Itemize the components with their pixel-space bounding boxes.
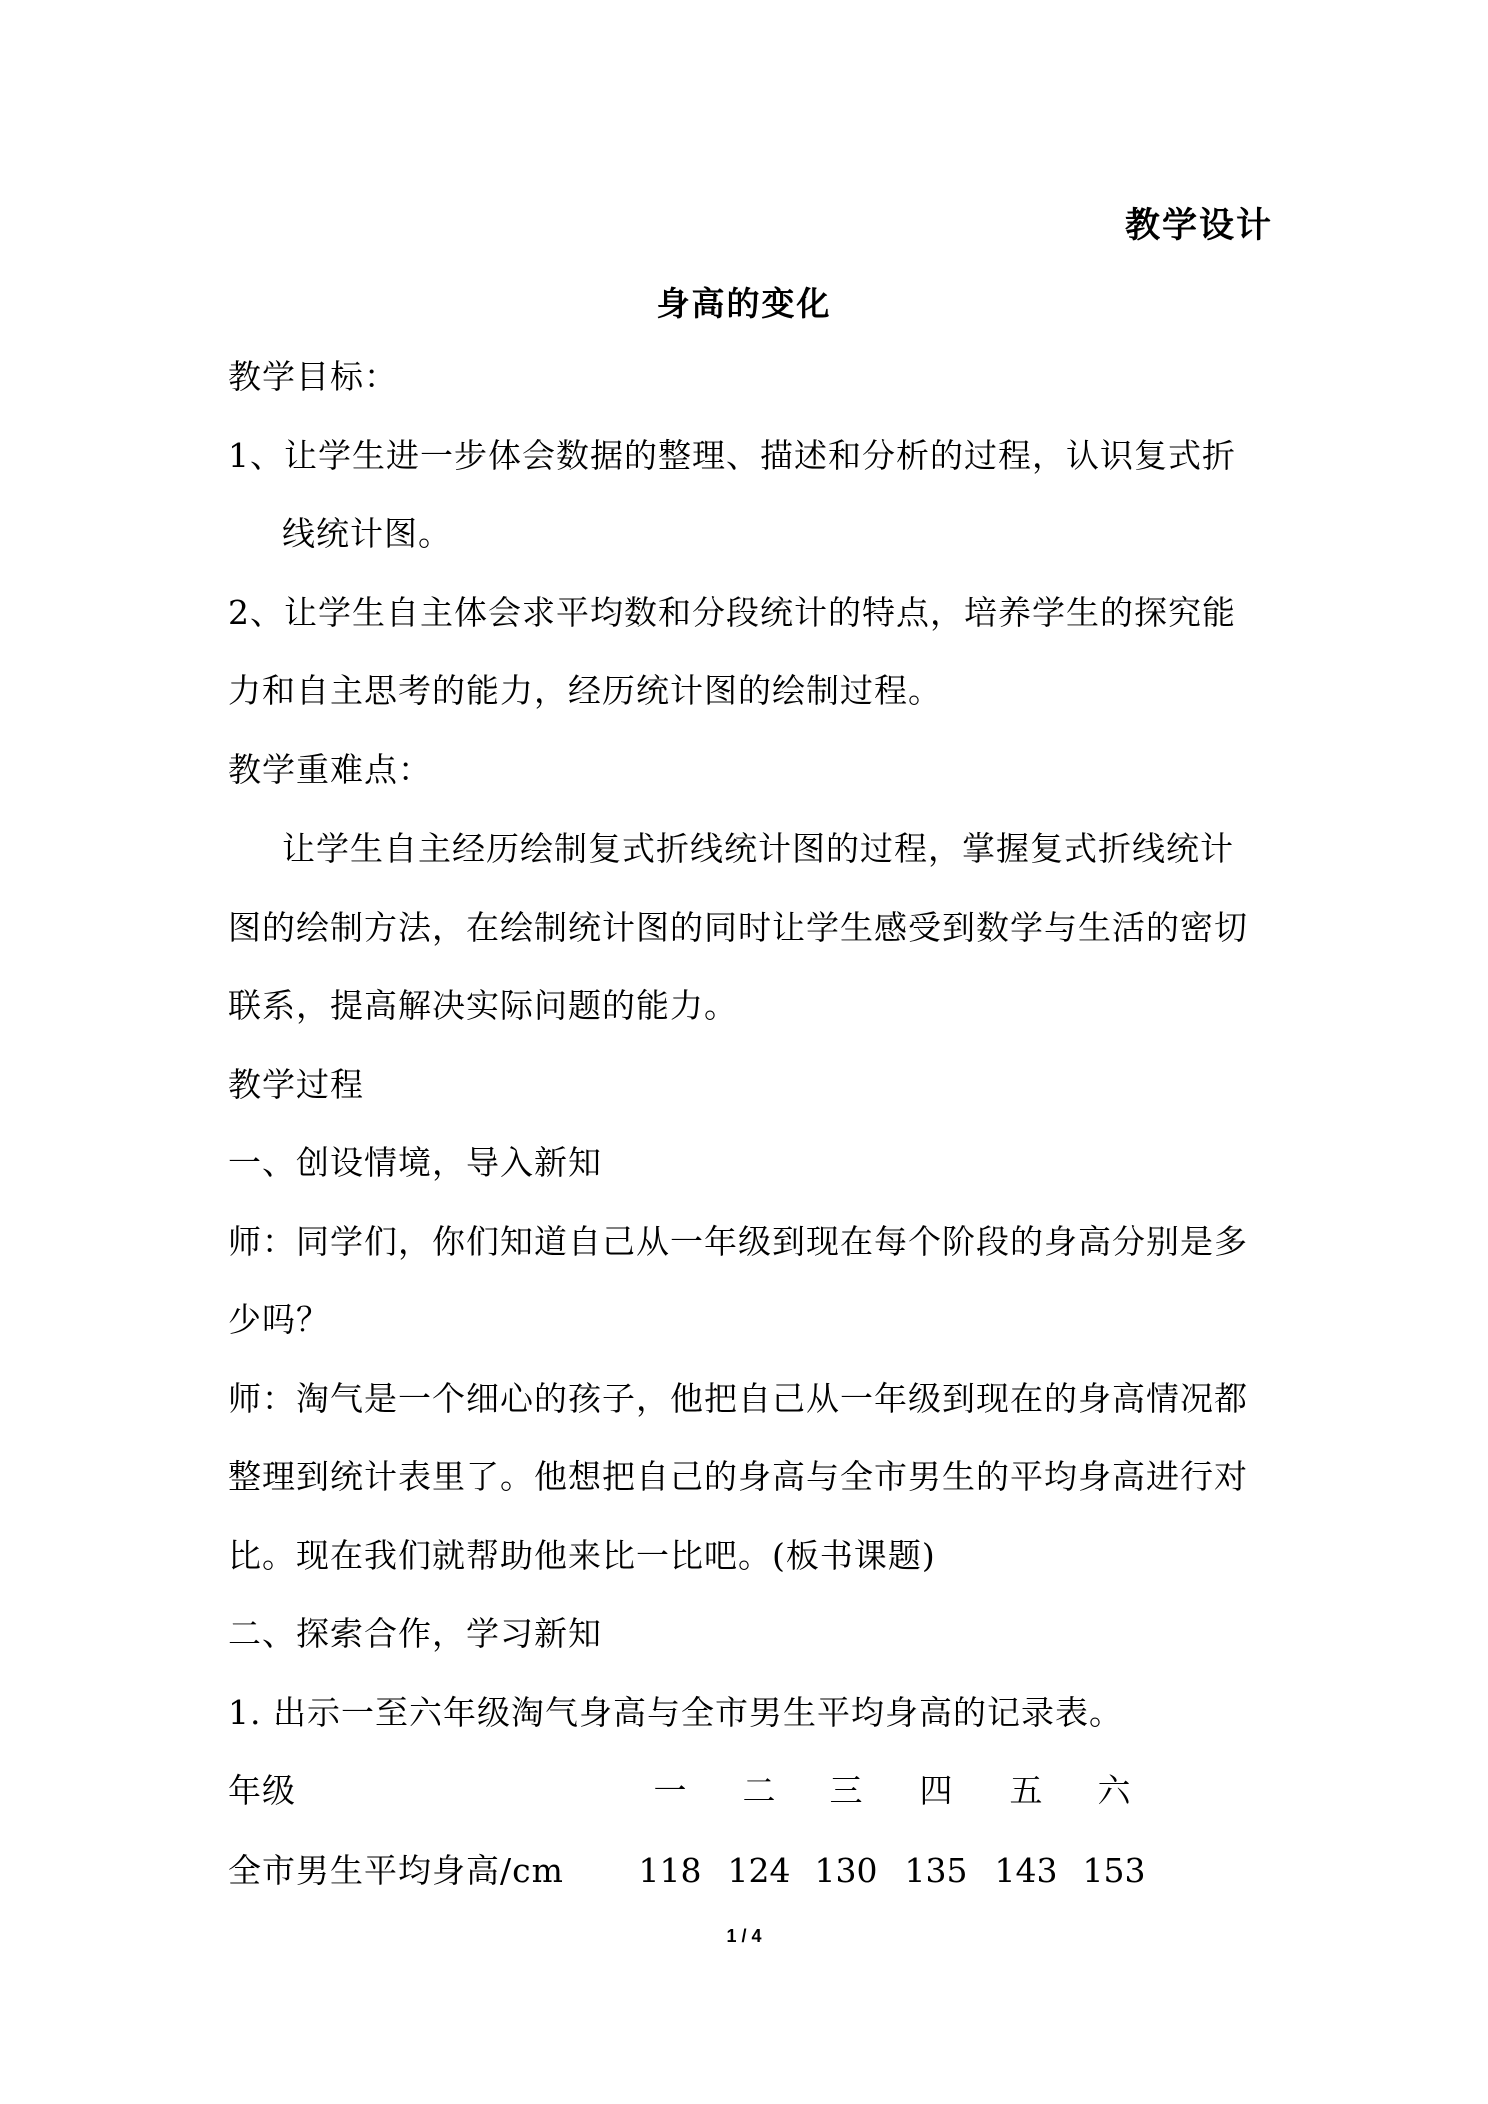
table-header-label: 年级 (228, 1771, 296, 1810)
table-row-label: 全市男生平均身高/cm (228, 1851, 564, 1890)
section-heading-key-points: 教学重难点： (228, 750, 432, 789)
table-header-cell: 四 (919, 1771, 953, 1810)
paragraph-line: 少吗？ (228, 1300, 330, 1339)
table-cell: 118 (638, 1851, 702, 1890)
table-cell: 130 (814, 1851, 878, 1890)
table-cell: 135 (904, 1851, 968, 1890)
paragraph-line: 比。现在我们就帮助他来比一比吧。(板书课题) (228, 1536, 936, 1575)
paragraph-line: 2、让学生自主体会求平均数和分段统计的特点，培养学生的探究能 (228, 593, 1236, 632)
subsection-heading: 一、创设情境，导入新知 (228, 1143, 602, 1182)
table-header-cell: 二 (742, 1771, 776, 1810)
paragraph-line: 整理到统计表里了。他想把自己的身高与全市男生的平均身高进行对 (228, 1457, 1248, 1496)
table-header-cell: 三 (829, 1771, 863, 1810)
table-header-cell: 六 (1097, 1771, 1131, 1810)
table-cell: 153 (1082, 1851, 1146, 1890)
table-header-cell: 五 (1009, 1771, 1043, 1810)
paragraph-line: 1. 出示一至六年级淘气身高与全市男生平均身高的记录表。 (228, 1693, 1123, 1732)
header-title: 教学设计 (1124, 205, 1273, 246)
paragraph-line: 师：同学们，你们知道自己从一年级到现在每个阶段的身高分别是多 (228, 1222, 1248, 1261)
table-header-row (228, 1771, 1228, 1811)
paragraph-line: 让学生自主经历绘制复式折线统计图的过程，掌握复式折线统计 (282, 829, 1234, 868)
paragraph-line: 力和自主思考的能力，经历统计图的绘制过程。 (228, 671, 942, 710)
table-row (228, 1851, 1228, 1891)
subsection-heading: 二、探索合作，学习新知 (228, 1614, 602, 1653)
table-header-cell: 一 (653, 1771, 687, 1810)
paragraph-line: 联系，提高解决实际问题的能力。 (228, 986, 738, 1025)
paragraph-line: 线统计图。 (282, 514, 452, 553)
table-cell: 124 (727, 1851, 791, 1890)
paragraph-line: 1、让学生进一步体会数据的整理、描述和分析的过程，认识复式折 (228, 436, 1236, 475)
paragraph-line: 图的绘制方法，在绘制统计图的同时让学生感受到数学与生活的密切 (228, 908, 1248, 947)
table-cell: 143 (994, 1851, 1058, 1890)
page-number: 1 / 4 (726, 1926, 762, 1946)
document-title: 身高的变化 (656, 284, 832, 323)
section-heading-objectives: 教学目标： (228, 357, 398, 396)
section-heading-process: 教学过程 (228, 1065, 364, 1104)
paragraph-line: 师：淘气是一个细心的孩子，他把自己从一年级到现在的身高情况都 (228, 1379, 1248, 1418)
